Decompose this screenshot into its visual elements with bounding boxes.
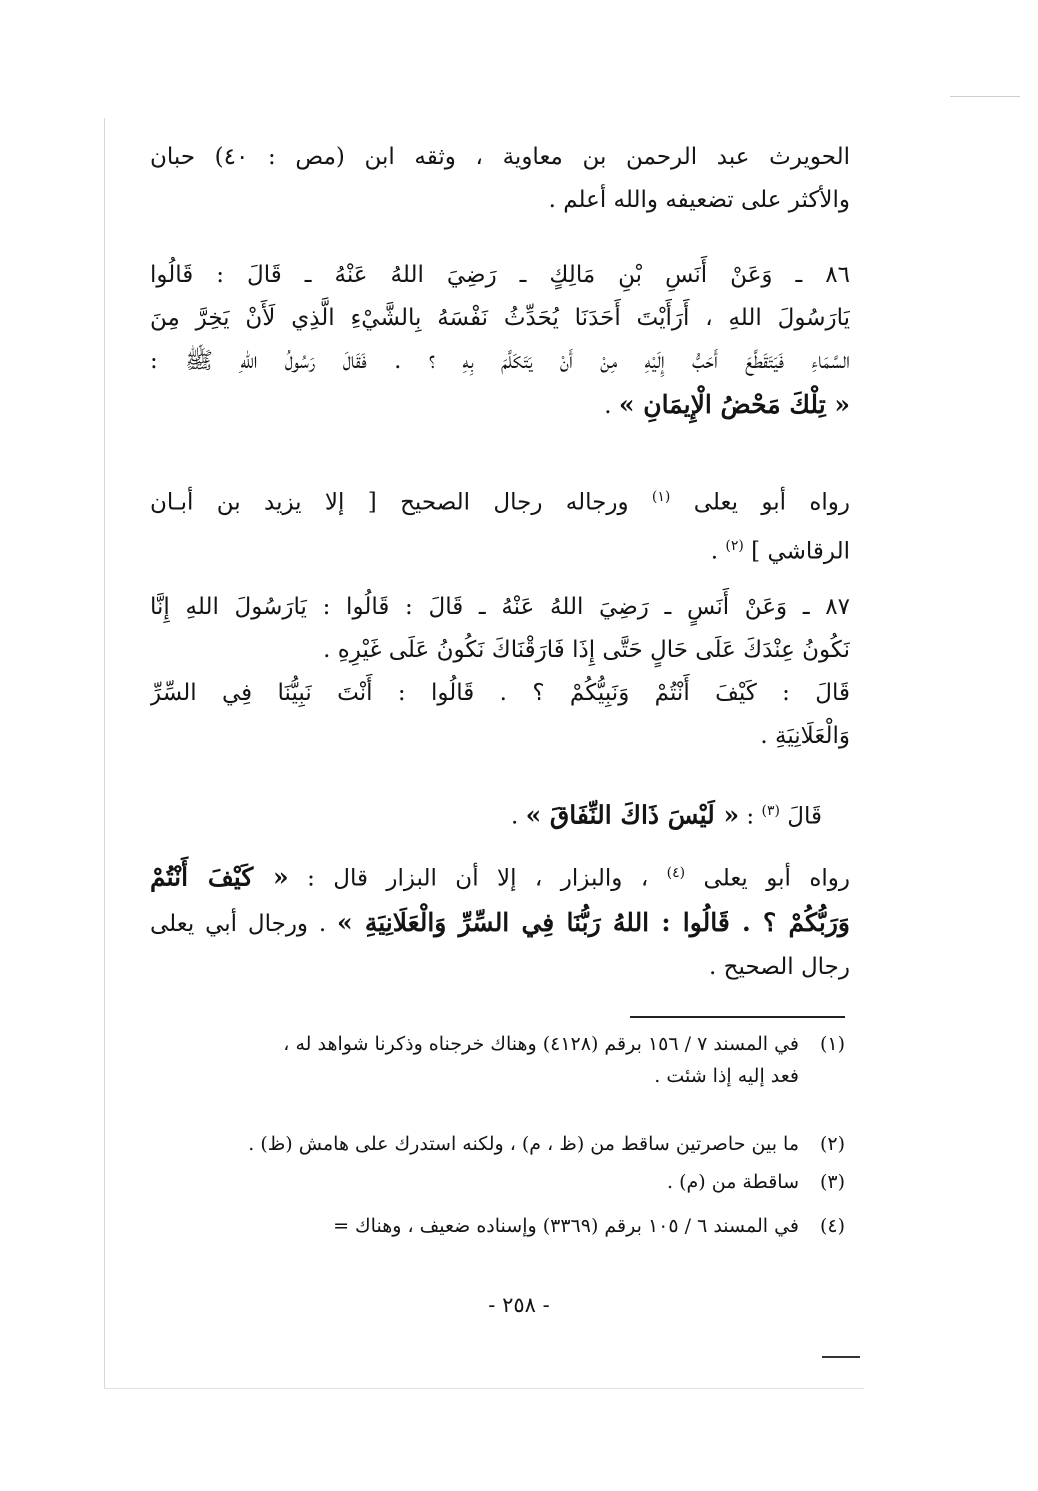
reference-87-line-2 bbox=[150, 901, 850, 946]
reference-87-line-1 bbox=[150, 852, 850, 901]
reference-86 bbox=[150, 476, 850, 573]
hadith-86-quote: « تِلْكَ مَحْضُ الْإِيمَانِ » bbox=[618, 390, 850, 419]
footnote-ref-4: (٤) bbox=[666, 865, 686, 881]
footnote-4 bbox=[130, 1210, 845, 1242]
scan-edge-bottom bbox=[104, 1388, 864, 1389]
answer-text: قَالَ bbox=[779, 803, 822, 830]
ref-text: الرقاشي ] bbox=[743, 538, 850, 565]
hadith-87-line-3: قَالَ : كَيْفَ أَنْتُمْ وَنَبِيُّكُمْ ؟ . قَالُوا : أَنْتَ نَبِيُّنَا فِي السِّرِّ bbox=[150, 680, 850, 706]
footnote-4-text: في المسند ٦ / ١٠٥ برقم (٣٣٦٩) وإسناده ضعيف ، وهناك = bbox=[333, 1215, 799, 1237]
page-number: - ٢٥٨ - bbox=[488, 1293, 550, 1317]
hadith-87-line-1: ٨٧ ـ وَعَنْ أَنَسٍ ـ رَضِيَ اللهُ عَنْهُ ـ قَالَ : قَالُوا : يَارَسُولَ اللهِ إِنَّا bbox=[150, 594, 850, 620]
footnote-1-text: في المسند ٧ / ١٥٦ برقم (٤١٢٨) وهناك خرجناه وذكرنا شواهد له ، bbox=[283, 1033, 799, 1055]
scan-mark bbox=[822, 1356, 860, 1358]
intro-line-1: الحويرث عبد الرحمن بن معاوية ، وثقه ابن (مص : ٤٠) حبان bbox=[150, 144, 850, 170]
ref-text: . ورجال أبي يعلى bbox=[150, 910, 338, 937]
footnote-3 bbox=[130, 1166, 845, 1198]
hadith-87-line-4: وَالْعَلَانِيَةِ . bbox=[760, 723, 850, 749]
hadith-87-line-2: نَكُونُ عِنْدَكَ عَلَى حَالٍ حَتَّى إِذَا فَارَقْنَاكَ نَكُونُ عَلَى غَيْرِهِ . bbox=[323, 637, 850, 663]
scan-edge-right bbox=[950, 96, 1020, 97]
answer-quote: « لَيْسَ ذَاكَ النِّفَاقَ » bbox=[525, 800, 740, 830]
footnote-2-text: ما بين حاصرتين ساقط من (ظ ، م) ، ولكنه استدرك على هامش (ظ) . bbox=[248, 1133, 799, 1155]
footnote-2-number: (٢) bbox=[819, 1133, 845, 1155]
intro-line-2: والأكثر على تضعيفه والله أعلم . bbox=[548, 187, 850, 213]
ref-text: ورجاله رجال الصحيح [ إلا يزيد بن أبـان bbox=[150, 489, 652, 516]
reference-86-line-1 bbox=[150, 476, 850, 525]
footnote-1-line-1 bbox=[130, 1028, 845, 1060]
ref-quote-2: وَرَبُّكُمْ ؟ . قَالُوا : اللهُ رَبُّنَا فِي السِّرِّ وَالْعَلَانِيَةِ » bbox=[337, 907, 850, 937]
footnote-3-line-1 bbox=[130, 1166, 845, 1198]
footnote-1-line-2: فعد إليه إذا شئت . bbox=[654, 1065, 799, 1087]
ref-text: رواه أبو يعلى bbox=[670, 489, 850, 516]
footnote-divider bbox=[630, 1016, 845, 1018]
answer-end: . bbox=[510, 803, 526, 830]
ref-text: ، والبزار ، إلا أن البزار قال : bbox=[288, 865, 667, 892]
footnote-3-text: ساقطة من (م) . bbox=[667, 1171, 799, 1193]
footnote-3-number: (٣) bbox=[819, 1171, 845, 1193]
reference-87 bbox=[150, 852, 850, 989]
hadith-86-line-4 bbox=[150, 383, 850, 428]
hadith-87-answer bbox=[150, 790, 850, 839]
footnote-2-line-1 bbox=[130, 1128, 845, 1160]
footnote-2 bbox=[130, 1128, 845, 1160]
hadith-86-end: . bbox=[604, 393, 619, 419]
hadith-87 bbox=[150, 586, 850, 758]
hadith-86 bbox=[150, 254, 850, 428]
scan-edge-left bbox=[104, 118, 105, 1388]
footnote-ref-2: (٢) bbox=[725, 537, 744, 554]
reference-87-line-3: رجال الصحيح . bbox=[709, 953, 850, 980]
answer-text: : bbox=[739, 803, 762, 830]
footnote-1 bbox=[130, 1028, 845, 1092]
ref-quote-1: « كَيْفَ أَنْتُمْ bbox=[150, 862, 289, 892]
intro-paragraph bbox=[150, 136, 850, 222]
footnote-ref-1: (١) bbox=[651, 489, 671, 505]
footnote-4-line-1 bbox=[130, 1210, 845, 1242]
answer-line bbox=[150, 790, 822, 839]
footnote-ref-3: (٣) bbox=[761, 803, 780, 819]
ref-text: . bbox=[710, 538, 726, 565]
footnote-1-number: (١) bbox=[819, 1033, 845, 1055]
hadith-86-line-1: ٨٦ ـ وَعَنْ أَنَسِ بْنِ مَالِكٍ ـ رَضِيَ اللهُ عَنْهُ ـ قَالَ : قَالُوا bbox=[150, 262, 850, 288]
reference-86-line-2 bbox=[150, 525, 850, 574]
hadith-86-line-2: يَارَسُولَ اللهِ ، أَرَأَيْتَ أَحَدَنَا يُحَدِّثُ نَفْسَهُ بِالشَّيْءِ الَّذِي لَأَنْ يَخِرَّ مِنَ bbox=[150, 305, 850, 331]
hadith-86-line-3: السَّمَاءِ فَيَتَقَطَّعَ أَحَبُّ إِلَيْهِ مِنْ أَنْ يَتَكَلَّمَ بِهِ ؟ . فَقَالَ رَسُولُ اللهِ ﷺ : bbox=[150, 348, 850, 374]
ref-text: رواه أبو يعلى bbox=[685, 865, 850, 892]
footnote-4-number: (٤) bbox=[819, 1215, 845, 1237]
